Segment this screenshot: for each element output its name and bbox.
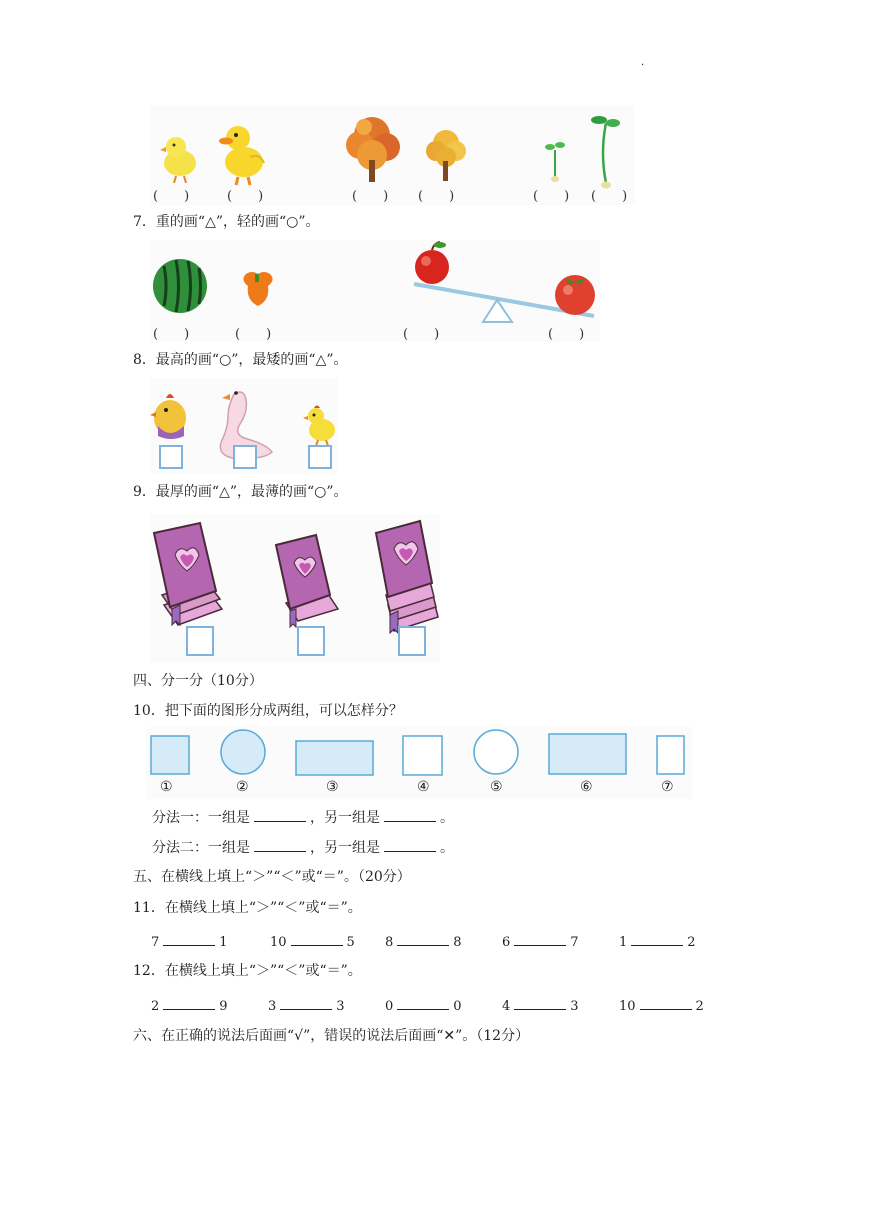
q12-blank-1[interactable] [163, 995, 215, 1010]
q8-answer-box-2[interactable] [233, 445, 257, 469]
q12-blank-2[interactable] [280, 995, 332, 1010]
method-1-blank-b[interactable] [384, 807, 436, 822]
q9-answer-box-3[interactable] [398, 626, 426, 656]
q11-blank-2[interactable] [291, 931, 343, 946]
q12-item-5: 10 2 [619, 995, 704, 1014]
chick-icon [160, 137, 196, 183]
q12-blank-3[interactable] [397, 995, 449, 1010]
q7-answer-paren-3[interactable]: ( ) [403, 327, 440, 342]
q11-item-4: 6 7 [502, 931, 579, 950]
method-2-prefix: 分法二：一组是 [152, 840, 250, 856]
shape-6-rectangle [549, 734, 626, 774]
q11-text: 11．在横线上填上“＞”“＜”或“＝”。 [133, 900, 362, 916]
book-icon-1 [154, 523, 222, 625]
q6-answer-paren-3[interactable]: ( ) [352, 189, 389, 204]
method-1-blank-a[interactable] [254, 807, 306, 822]
shape-label-3: ③ [326, 779, 339, 795]
book-icon-2 [276, 535, 338, 627]
q11-item-5: 1 2 [619, 931, 696, 950]
method-1-mid: ，另一组是 [310, 810, 380, 826]
shape-1-square [151, 736, 189, 774]
q9-answer-box-2[interactable] [297, 626, 325, 656]
q6-answer-paren-4[interactable]: ( ) [418, 189, 455, 204]
shape-5-circle [474, 730, 518, 774]
q12-item-3: 0 0 [385, 995, 462, 1014]
q7-text: 7．重的画“△”，轻的画“○”。 [133, 214, 320, 230]
q11-blank-5[interactable] [631, 931, 683, 946]
section-4-title: 四、分一分（10分） [133, 673, 263, 689]
q12-blank-4[interactable] [514, 995, 566, 1010]
q6-answer-paren-6[interactable]: ( ) [591, 189, 628, 204]
method-2-blank-a[interactable] [254, 837, 306, 852]
tomato-icon [555, 275, 595, 315]
q9-answer-box-1[interactable] [186, 626, 214, 656]
method-1-prefix: 分法一：一组是 [152, 810, 250, 826]
q11-blank-3[interactable] [397, 931, 449, 946]
shape-label-2: ② [236, 779, 249, 795]
shape-7-rectangle [657, 736, 684, 774]
q7-image-panel [150, 240, 600, 342]
q10-method-1 [152, 807, 454, 828]
tall-sprout-icon [591, 116, 620, 189]
q12-text: 12．在横线上填上“＞”“＜”或“＝”。 [133, 963, 362, 979]
shape-4-square [403, 736, 442, 775]
small-sprout-icon [545, 142, 565, 182]
q10-method-2 [152, 837, 454, 858]
q6-answer-paren-5[interactable]: ( ) [533, 189, 570, 204]
q12-item-1: 2 9 [151, 995, 228, 1014]
section-6-title: 六、在正确的说法后面画“√”，错误的说法后面画“✕”。（12分） [133, 1028, 530, 1044]
watermelon-icon [153, 259, 207, 313]
method-1-end: 。 [440, 810, 454, 826]
pepper-icon [243, 272, 272, 306]
book-icon-3 [376, 521, 438, 633]
q11-item-2: 10 5 [270, 931, 355, 950]
q11-item-1: 7 1 [151, 931, 228, 950]
q7-answer-paren-2[interactable]: ( ) [235, 327, 272, 342]
small-tree-icon [426, 130, 466, 181]
q8-answer-box-3[interactable] [308, 445, 332, 469]
q7-answer-paren-4[interactable]: ( ) [548, 327, 585, 342]
shape-label-7: ⑦ [661, 779, 674, 795]
q11-blank-4[interactable] [514, 931, 566, 946]
q8-answer-box-1[interactable] [159, 445, 183, 469]
q12-item-2: 3 3 [268, 995, 345, 1014]
hen-icon [150, 394, 186, 439]
q12-blank-5[interactable] [640, 995, 692, 1010]
section-5-title: 五、在横线上填上“＞”“＜”或“＝”。（20分） [133, 869, 411, 885]
apple-icon [415, 242, 449, 284]
shape-2-circle [221, 730, 265, 774]
q7-answer-paren-1[interactable]: ( ) [153, 327, 190, 342]
page-mark: · [641, 60, 645, 71]
big-tree-icon [346, 117, 400, 182]
q11-item-3: 8 8 [385, 931, 462, 950]
shape-label-6: ⑥ [580, 779, 593, 795]
duckling-icon [219, 126, 264, 185]
shape-label-4: ④ [417, 779, 430, 795]
q10-text: 10．把下面的图形分成两组，可以怎样分？ [133, 703, 403, 719]
method-2-blank-b[interactable] [384, 837, 436, 852]
method-2-end: 。 [440, 840, 454, 856]
q6-answer-paren-1[interactable]: ( ) [153, 189, 190, 204]
method-2-mid: ，另一组是 [310, 840, 380, 856]
q6-answer-paren-2[interactable]: ( ) [227, 189, 264, 204]
shape-label-5: ⑤ [490, 779, 503, 795]
q11-blank-1[interactable] [163, 931, 215, 946]
shape-label-1: ① [160, 779, 173, 795]
shape-3-rectangle [296, 741, 373, 775]
q9-text: 9．最厚的画“△”，最薄的画“○”。 [133, 484, 348, 500]
q8-text: 8．最高的画“○”，最矮的画“△”。 [133, 352, 348, 368]
q12-item-4: 4 3 [502, 995, 579, 1014]
small-chick-icon [303, 406, 335, 447]
